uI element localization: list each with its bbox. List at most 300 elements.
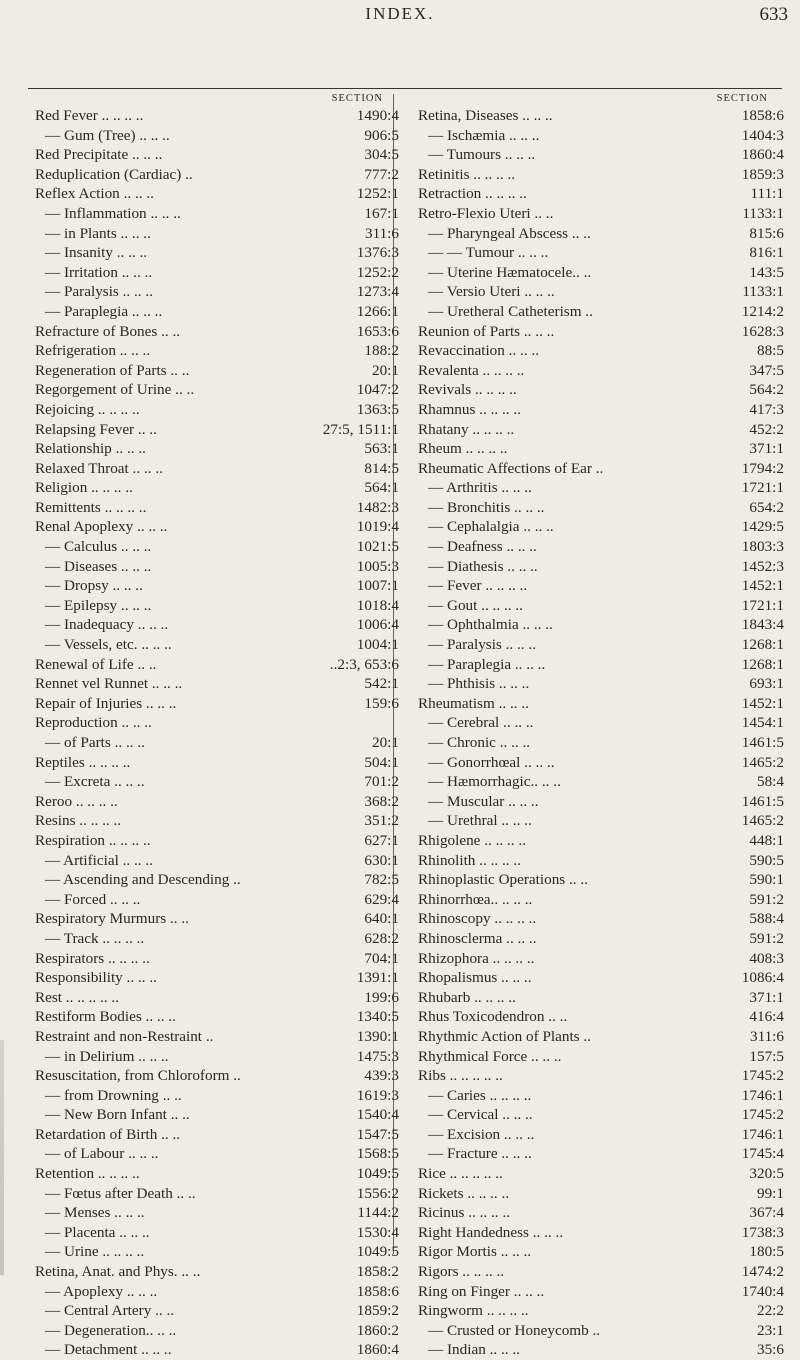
section-reference: 1144:2 — [357, 1204, 399, 1222]
index-term: — from Drowning .. .. — [45, 1086, 182, 1104]
section-reference: 1214:2 — [741, 302, 784, 320]
index-entry — [418, 380, 788, 400]
index-entry — [418, 517, 788, 537]
index-entry — [35, 1184, 405, 1204]
index-entry — [418, 792, 788, 812]
index-entry — [35, 1105, 405, 1125]
index-entry — [35, 674, 405, 694]
section-reference: 590:1 — [749, 871, 784, 889]
index-entry — [35, 1066, 405, 1086]
section-reference: 1133:1 — [742, 283, 784, 301]
index-term: — Menses .. .. .. — [45, 1204, 145, 1222]
index-term: — Tumours .. .. .. — [428, 146, 536, 164]
section-reference: 1843:4 — [741, 616, 784, 634]
index-term: Restiform Bodies .. .. .. — [35, 1008, 176, 1026]
section-reference: 167:1 — [364, 204, 399, 222]
page-edge-shadow — [0, 1040, 4, 1275]
index-entry — [418, 1144, 788, 1164]
section-reference: 1619:3 — [356, 1086, 399, 1104]
section-reference: 1721:1 — [741, 596, 784, 614]
index-column-right — [418, 92, 788, 1360]
index-entry — [35, 811, 405, 831]
section-reference: 371:1 — [749, 440, 784, 458]
index-term: Reduplication (Cardiac) .. — [35, 165, 193, 183]
index-term: Rhinolith .. .. .. .. — [418, 851, 521, 869]
section-reference: 1376:3 — [356, 244, 399, 262]
section-reference: 88:5 — [756, 342, 784, 360]
index-term: — in Delirium .. .. .. — [45, 1047, 169, 1065]
index-term: Repair of Injuries .. .. .. — [35, 694, 177, 712]
index-entry — [418, 498, 788, 518]
index-entry — [418, 165, 788, 185]
section-reference: 1858:6 — [356, 1282, 399, 1300]
index-term: Regorgement of Urine .. .. — [35, 381, 195, 399]
section-reference: 20:1 — [371, 734, 399, 751]
section-reference: 1268:1 — [741, 636, 784, 654]
section-reference: 1860:2 — [356, 1321, 399, 1339]
index-entry — [35, 988, 405, 1008]
section-reference: 371:1 — [749, 988, 784, 1006]
index-entry — [35, 420, 405, 440]
index-term: Remittents .. .. .. .. — [35, 498, 147, 516]
index-term: Retraction .. .. .. .. — [418, 185, 527, 203]
index-term: — Inadequacy .. .. .. — [45, 616, 169, 634]
index-term: Resuscitation, from Chloroform .. — [35, 1067, 241, 1085]
section-reference: 1019:4 — [356, 518, 399, 536]
index-entry — [418, 753, 788, 773]
index-entry — [418, 1086, 788, 1106]
section-reference: 1556:2 — [356, 1184, 399, 1202]
index-entry — [418, 576, 788, 596]
index-entry — [35, 243, 405, 263]
index-term: — Irritation .. .. .. — [45, 263, 153, 281]
section-reference: 628:2 — [364, 929, 399, 947]
index-term: — in Plants .. .. .. — [45, 224, 151, 242]
section-reference: 542:1 — [364, 675, 399, 693]
section-reference: 816:1 — [749, 244, 784, 262]
index-term: — Phthisis .. .. .. — [428, 675, 530, 693]
index-entry — [418, 811, 788, 831]
page-header — [0, 0, 800, 40]
section-reference: 27:5, 1511:1 — [322, 420, 399, 438]
index-term: Regeneration of Parts .. .. — [35, 361, 190, 379]
section-reference: 1252:2 — [356, 263, 399, 281]
index-entry — [35, 1321, 405, 1341]
index-term: Rhinoplastic Operations .. .. — [418, 871, 588, 889]
section-reference: 22:2 — [756, 1302, 784, 1320]
index-entry — [35, 459, 405, 479]
index-term: Retina, Diseases .. .. .. — [418, 107, 553, 124]
index-entry — [35, 165, 405, 185]
index-term: Retention .. .. .. .. — [35, 1165, 140, 1183]
index-term: — Gonorrhœal .. .. .. — [428, 753, 555, 771]
section-reference: 1021:5 — [356, 538, 399, 556]
section-reference: 448:1 — [749, 831, 784, 849]
section-reference: 1490:4 — [356, 107, 399, 124]
index-term: — Vessels, etc. .. .. .. — [45, 636, 172, 654]
index-entry — [35, 537, 405, 557]
index-term: Rhinosclerma .. .. .. — [418, 929, 537, 947]
index-term: Ringworm .. .. .. .. — [418, 1302, 529, 1320]
index-entry — [35, 772, 405, 792]
section-reference: 180:5 — [749, 1243, 784, 1261]
index-entry — [418, 557, 788, 577]
index-term: — Urine .. .. .. .. — [45, 1243, 145, 1261]
index-entry — [418, 537, 788, 557]
section-reference: 777:2 — [364, 165, 399, 183]
section-reference: 591:2 — [749, 929, 784, 947]
index-entry — [418, 674, 788, 694]
section-reference: 1860:4 — [741, 146, 784, 164]
index-entry — [35, 949, 405, 969]
index-term: — Excreta .. .. .. — [45, 773, 145, 791]
index-entry — [418, 1262, 788, 1282]
index-term: Reptiles .. .. .. .. — [35, 753, 131, 771]
index-term: Rhythmical Force .. .. .. — [418, 1047, 562, 1065]
section-reference: 159:6 — [364, 694, 399, 712]
section-reference: 367:4 — [749, 1204, 784, 1222]
section-heading: SECTION — [716, 93, 768, 104]
running-title: INDEX. — [365, 4, 435, 23]
section-reference: 1745:2 — [741, 1106, 784, 1124]
index-term: — Dropsy .. .. .. — [45, 577, 143, 595]
index-entry — [418, 890, 788, 910]
index-term: Rheum .. .. .. .. — [418, 440, 508, 458]
section-reference: 1452:1 — [741, 694, 784, 712]
index-entry — [35, 341, 405, 361]
section-reference: 630:1 — [364, 851, 399, 869]
index-entry — [35, 557, 405, 577]
index-entry — [418, 302, 788, 322]
index-entry — [418, 615, 788, 635]
section-reference: 1859:3 — [741, 165, 784, 183]
index-term: Revaccination .. .. .. — [418, 342, 540, 360]
index-term: — Uterine Hæmatocele.. .. — [428, 263, 592, 281]
index-entry — [35, 831, 405, 851]
index-term: Reunion of Parts .. .. .. — [418, 322, 555, 340]
index-entry — [418, 1223, 788, 1243]
index-term: — Cerebral .. .. .. — [428, 714, 534, 732]
index-term: — Ischæmia .. .. .. — [428, 126, 540, 144]
index-entry — [35, 1282, 405, 1302]
index-entry — [418, 1164, 788, 1184]
index-entry — [35, 1086, 405, 1106]
index-term: Revalenta .. .. .. .. — [418, 361, 525, 379]
section-reference: 693:1 — [749, 675, 784, 693]
section-reference: 1429:5 — [741, 518, 784, 536]
index-entry — [418, 655, 788, 675]
index-term: — Paraplegia .. .. .. — [428, 655, 546, 673]
index-entry — [35, 851, 405, 871]
index-entry — [35, 1164, 405, 1184]
section-reference: 1465:2 — [741, 753, 784, 771]
index-term: — New Born Infant .. .. — [45, 1106, 190, 1124]
section-reference: 564:2 — [749, 381, 784, 399]
index-term: — Calculus .. .. .. — [45, 538, 152, 556]
index-term: Rice .. .. .. .. .. — [418, 1165, 503, 1183]
index-term: Relationship .. .. .. — [35, 440, 146, 458]
index-term: — Gum (Tree) .. .. .. — [45, 126, 170, 144]
index-term: — Placenta .. .. .. — [45, 1223, 150, 1241]
section-reference: 1482:3 — [356, 498, 399, 516]
index-term: Responsibility .. .. .. — [35, 969, 157, 987]
section-reference: 591:2 — [749, 890, 784, 908]
section-reference: 1803:3 — [741, 538, 784, 556]
index-entry — [35, 263, 405, 283]
index-entry — [35, 1340, 405, 1360]
index-term: — Fracture .. .. .. — [428, 1145, 532, 1163]
index-entry — [418, 949, 788, 969]
section-reference: 417:3 — [749, 400, 784, 418]
index-term: — Ascending and Descending .. — [45, 871, 241, 889]
section-reference: ..2:3, 653:6 — [329, 655, 399, 673]
section-reference: 1004:1 — [356, 636, 399, 654]
index-term: — Deafness .. .. .. — [428, 538, 537, 556]
index-entry — [35, 126, 405, 146]
section-reference: 1268:1 — [741, 655, 784, 673]
section-reference: 188:2 — [364, 342, 399, 360]
index-entry — [418, 713, 788, 733]
section-reference: 1454:1 — [741, 714, 784, 732]
index-entry — [35, 1027, 405, 1047]
index-term: — Paralysis .. .. .. — [428, 636, 536, 654]
section-reference: 1047:2 — [356, 381, 399, 399]
index-term: — — Tumour .. .. .. — [428, 244, 549, 262]
section-reference: 1746:1 — [741, 1125, 784, 1143]
section-reference: 351:2 — [364, 812, 399, 830]
index-entry — [35, 517, 405, 537]
section-reference: 1049:5 — [356, 1243, 399, 1261]
section-reference: 1540:4 — [356, 1106, 399, 1124]
section-reference: 408:3 — [749, 949, 784, 967]
section-reference: 1860:4 — [356, 1341, 399, 1359]
index-entry — [35, 1242, 405, 1262]
section-reference: 20:1 — [371, 361, 399, 379]
section-reference: 1363:5 — [356, 400, 399, 418]
index-column-left — [35, 92, 405, 1360]
section-reference: 588:4 — [749, 910, 784, 928]
index-term: Renewal of Life .. .. — [35, 655, 157, 673]
index-term: Ricinus .. .. .. .. — [418, 1204, 510, 1222]
index-entry — [418, 596, 788, 616]
index-term: — Fœtus after Death .. .. — [45, 1184, 196, 1202]
index-term: — Excision .. .. .. — [428, 1125, 535, 1143]
index-entry — [418, 439, 788, 459]
section-reference: 1738:3 — [741, 1223, 784, 1241]
index-entry — [35, 968, 405, 988]
section-reference: 1530:4 — [356, 1223, 399, 1241]
section-reference: 23:1 — [756, 1321, 784, 1339]
index-term: — Caries .. .. .. .. — [428, 1086, 532, 1104]
section-reference: 814:5 — [364, 459, 399, 477]
index-term: Resins .. .. .. .. — [35, 812, 122, 830]
index-entry — [418, 635, 788, 655]
index-entry — [418, 400, 788, 420]
index-entry — [418, 126, 788, 146]
index-entry — [418, 361, 788, 381]
section-reference: 590:5 — [749, 851, 784, 869]
index-term: Rhopalismus .. .. .. — [418, 969, 532, 987]
index-term: Red Fever .. .. .. .. — [35, 107, 144, 124]
index-entry — [35, 1301, 405, 1321]
index-entry — [35, 929, 405, 949]
index-entry — [418, 968, 788, 988]
index-term: Rhubarb .. .. .. .. — [418, 988, 516, 1006]
index-entry — [35, 302, 405, 322]
index-entry — [35, 596, 405, 616]
section-reference: 1568:5 — [356, 1145, 399, 1163]
section-reference: 1452:1 — [741, 577, 784, 595]
index-entry — [418, 1105, 788, 1125]
index-entry — [418, 851, 788, 871]
section-reference: 1721:1 — [741, 479, 784, 497]
index-term: Rhinoscopy .. .. .. .. — [418, 910, 537, 928]
section-reference: 199:6 — [364, 988, 399, 1006]
index-term: — Bronchitis .. .. .. — [428, 498, 545, 516]
section-reference: 111:1 — [750, 185, 784, 203]
index-entry — [35, 890, 405, 910]
index-entry — [35, 498, 405, 518]
index-term: — Fever .. .. .. .. — [428, 577, 528, 595]
section-reference: 1266:1 — [356, 302, 399, 320]
section-heading: SECTION — [331, 93, 383, 104]
index-entry — [418, 733, 788, 753]
index-term: Retinitis .. .. .. .. — [418, 165, 516, 183]
index-term: — Track .. .. .. .. — [45, 929, 145, 947]
index-term: Rhythmic Action of Plants .. — [418, 1027, 591, 1045]
index-term: Rheumatic Affections of Ear .. — [418, 459, 604, 477]
index-term: — Insanity .. .. .. — [45, 244, 148, 262]
index-entry — [418, 1321, 788, 1341]
index-term: Rhigolene .. .. .. .. — [418, 831, 526, 849]
index-term: Refrigeration .. .. .. — [35, 342, 151, 360]
section-reference: 1005:3 — [356, 557, 399, 575]
index-entry — [35, 713, 405, 733]
section-reference: 1475:3 — [356, 1047, 399, 1065]
section-reference: 1465:2 — [741, 812, 784, 830]
index-entry — [35, 694, 405, 714]
index-term: — Hæmorrhagic.. .. .. — [428, 773, 561, 791]
index-entry — [418, 204, 788, 224]
index-entry — [35, 733, 405, 753]
index-entry — [35, 439, 405, 459]
index-entry — [35, 224, 405, 244]
index-term: — Cervical .. .. .. — [428, 1106, 533, 1124]
index-entry — [418, 1027, 788, 1047]
section-reference: 1794:2 — [741, 459, 784, 477]
section-reference: 143:5 — [749, 263, 784, 281]
index-term: — Central Artery .. .. — [45, 1302, 175, 1320]
section-reference: 1461:5 — [741, 734, 784, 751]
index-entry — [35, 1223, 405, 1243]
index-entry — [418, 478, 788, 498]
index-entry — [35, 361, 405, 381]
section-reference: 368:2 — [364, 792, 399, 810]
index-term: — Ophthalmia .. .. .. — [428, 616, 553, 634]
index-entry — [35, 282, 405, 302]
index-entry — [418, 341, 788, 361]
section-reference: 1628:3 — [741, 322, 784, 340]
index-entry — [35, 909, 405, 929]
index-entry — [418, 772, 788, 792]
section-reference: 1858:6 — [741, 107, 784, 124]
section-reference: 1404:3 — [741, 126, 784, 144]
section-reference: 311:6 — [364, 224, 399, 242]
index-entry — [35, 870, 405, 890]
section-reference: 1474:2 — [741, 1263, 784, 1281]
section-reference: 1133:1 — [742, 204, 784, 222]
index-term: — Urethral .. .. .. — [428, 812, 532, 830]
section-reference: 704:1 — [364, 949, 399, 967]
index-term: — Cephalalgia .. .. .. — [428, 518, 554, 536]
index-entry — [418, 459, 788, 479]
index-term: — Indian .. .. .. — [428, 1341, 520, 1359]
index-term: Rhamnus .. .. .. .. — [418, 400, 521, 418]
section-reference: 627:1 — [364, 831, 399, 849]
index-entry — [418, 145, 788, 165]
index-term: — Epilepsy .. .. .. — [45, 596, 152, 614]
index-term: Rhinorrhœa.. .. .. .. — [418, 890, 533, 908]
index-term: Revivals .. .. .. .. — [418, 381, 517, 399]
index-term: — of Labour .. .. .. — [45, 1145, 159, 1163]
section-reference: 304:5 — [364, 146, 399, 164]
index-term: — Muscular .. .. .. — [428, 792, 539, 810]
section-reference: 320:5 — [749, 1165, 784, 1183]
index-entry — [418, 263, 788, 283]
index-entry — [418, 1007, 788, 1027]
index-entry — [35, 753, 405, 773]
index-term: — Paraplegia .. .. .. — [45, 302, 163, 320]
index-entry — [418, 831, 788, 851]
section-reference: 564:1 — [364, 479, 399, 497]
index-term: Rickets .. .. .. .. — [418, 1184, 510, 1202]
index-entry — [35, 635, 405, 655]
section-reference: 1018:4 — [356, 596, 399, 614]
index-term: — of Parts .. .. .. — [45, 734, 145, 751]
index-entry — [35, 1007, 405, 1027]
index-term: Rhus Toxicodendron .. .. — [418, 1008, 568, 1026]
section-reference: 654:2 — [749, 498, 784, 516]
index-term: Right Handedness .. .. .. — [418, 1223, 564, 1241]
section-reference: 1745:2 — [741, 1067, 784, 1085]
index-entry — [418, 282, 788, 302]
index-entry — [35, 478, 405, 498]
section-reference: 311:6 — [749, 1027, 784, 1045]
section-reference: 1086:4 — [741, 969, 784, 987]
index-term: Respirators .. .. .. .. — [35, 949, 150, 967]
index-term: Rhizophora .. .. .. .. — [418, 949, 535, 967]
section-reference: 504:1 — [364, 753, 399, 771]
index-term: Reflex Action .. .. .. — [35, 185, 154, 203]
index-term: — Arthritis .. .. .. — [428, 479, 532, 497]
index-entry — [418, 184, 788, 204]
index-entry — [418, 224, 788, 244]
section-reference: 99:1 — [756, 1184, 784, 1202]
index-entry — [35, 322, 405, 342]
index-entry — [35, 184, 405, 204]
index-term: Ring on Finger .. .. .. — [418, 1282, 545, 1300]
index-entry — [35, 1203, 405, 1223]
index-term: Red Precipitate .. .. .. — [35, 146, 163, 164]
section-reference: 701:2 — [364, 773, 399, 791]
index-entry — [418, 694, 788, 714]
index-term: Rennet vel Runnet .. .. .. — [35, 675, 183, 693]
section-reference: 347:5 — [749, 361, 784, 379]
page-number: 633 — [759, 4, 788, 25]
index-term: Reroo .. .. .. .. — [35, 792, 118, 810]
section-reference: 35:6 — [756, 1341, 784, 1359]
index-term: Ribs .. .. .. .. .. — [418, 1067, 503, 1085]
